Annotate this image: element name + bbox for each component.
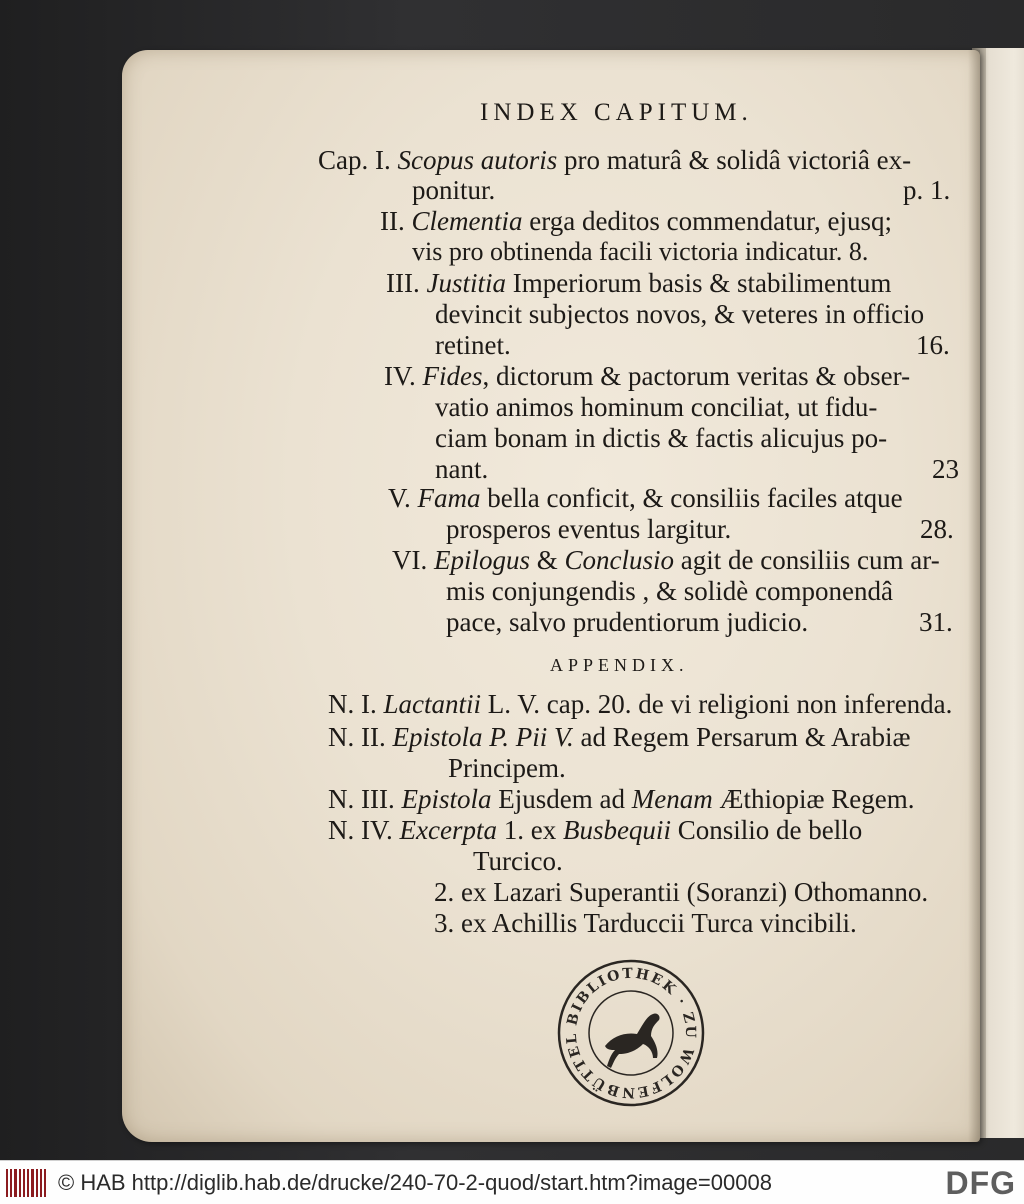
chapter-4-text: , dictorum & pactorum veritas & obser- [482, 361, 911, 391]
chapter-2-text: erga deditos commendatur, ejusq; [529, 206, 893, 236]
appendix-n1-number: N. I. [328, 689, 377, 719]
chapter-3-line-2: devincit subjectos novos, & veteres in officio [435, 299, 925, 329]
appendix-n4-item-3: 3. ex Achillis Tarduccii Turca vincibili. [434, 908, 857, 938]
chapter-1-title: Scopus autoris [397, 145, 558, 175]
appendix-n2-number: N. II. [328, 722, 386, 752]
chapter-3-line-1 [386, 270, 891, 297]
appendix-heading: APPENDIX. [550, 655, 689, 675]
horse-icon [605, 1013, 660, 1068]
chapter-5-title: Fama [417, 483, 481, 513]
appendix-n4-number: N. IV. [328, 815, 393, 845]
chapter-1-number: Cap. I. [318, 145, 391, 175]
book-page [122, 50, 980, 1142]
appendix-n4-line-2: Turcico. [473, 846, 563, 876]
appendix-n4-title: Excerpta [399, 815, 497, 845]
chapter-3-title: Justitia [426, 268, 506, 298]
chapter-4-line-2: vatio animos hominum conciliat, ut fidu- [435, 392, 878, 422]
chapter-5-number: V. [388, 483, 411, 513]
chapter-3-page: 16. [916, 330, 950, 360]
chapter-3-text: Imperiorum basis & stabilimentum [512, 268, 892, 298]
dfg-logo: DFG [945, 1165, 1016, 1201]
appendix-n1-title: Lactantii [383, 689, 482, 719]
appendix-n3-title-2: Menam [631, 784, 713, 814]
chapter-6-title-a: Epilogus [434, 545, 531, 575]
appendix-n3-text-a: Ejusdem ad [498, 784, 625, 814]
chapter-5-line-1 [388, 485, 903, 512]
appendix-n3-text-b: Æthiopiæ Regem. [719, 784, 915, 814]
chapter-2-number: II. [380, 206, 405, 236]
chapter-1-line-1 [318, 147, 911, 174]
page-edge-shadow [968, 50, 980, 1142]
appendix-n4-title-2: Busbequii [562, 815, 671, 845]
chapter-6-line-2: mis conjungendis , & solidè componendâ [446, 576, 893, 606]
chapter-6-text: agit de consiliis cum ar- [680, 545, 940, 575]
chapter-6-line-1 [392, 547, 940, 574]
chapter-1-text: pro maturâ & solidâ victoriâ ex- [564, 145, 912, 175]
appendix-n4-item-2: 2. ex Lazari Superantii (Soranzi) Othomanno. [434, 877, 929, 907]
chapter-4-line-3: ciam bonam in dictis & factis alicujus po- [435, 423, 888, 453]
chapter-4-line-4: nant. [435, 454, 489, 484]
chapter-6-amp: & [536, 545, 558, 575]
stamp-text: BIBLIOTHEK · ZU WOLFENBÜTTEL [563, 965, 699, 1101]
chapter-4-title: Fides [422, 361, 483, 391]
chapter-5-line-2: prosperos eventus largitur. [446, 514, 732, 544]
library-stamp [555, 958, 707, 1108]
index-heading: INDEX CAPITUM. [480, 99, 753, 126]
chapter-2-line-1 [380, 208, 892, 235]
chapter-5-page: 28. [920, 514, 954, 544]
svg-text:BIBLIOTHEK · ZU WOLFENBÜTTEL [564, 966, 698, 1101]
chapter-1-page: p. 1. [903, 175, 951, 205]
chapter-4-page: 23 [932, 454, 959, 484]
appendix-n2 [328, 724, 910, 751]
chapter-6-number: VI. [392, 545, 428, 575]
appendix-n1 [328, 691, 952, 718]
chapter-4-line-1 [384, 363, 910, 390]
appendix-n3-title: Epistola [401, 784, 492, 814]
chapter-5-text: bella conficit, & consiliis faciles atque [487, 483, 903, 513]
appendix-n2-line-2: Principem. [448, 753, 566, 783]
chapter-2-line-2: vis pro obtinenda facili victoria indicatur. 8. [412, 237, 869, 266]
hab-barcode-icon [6, 1169, 46, 1197]
chapter-3-number: III. [386, 268, 420, 298]
chapter-2-title: Clementia [411, 206, 523, 236]
footer-bar [0, 1160, 1024, 1204]
appendix-n1-text: L. V. cap. 20. de vi religioni non inferenda. [487, 689, 953, 719]
footer-citation-link[interactable]: © HAB http://diglib.hab.de/drucke/240-70-2-quod/start.htm?image=00008 [58, 1170, 772, 1195]
appendix-n4-text-a: 1. ex [503, 815, 557, 845]
chapter-1-line-2: ponitur. [412, 175, 496, 205]
chapter-3-line-3: retinet. [435, 330, 511, 360]
appendix-n4 [328, 817, 862, 844]
appendix-n2-text: ad Regem Persarum & Arabiæ [580, 722, 911, 752]
appendix-n3-number: N. III. [328, 784, 395, 814]
chapter-4-number: IV. [384, 361, 416, 391]
appendix-n2-title: Epistola P. Pii V. [392, 722, 574, 752]
appendix-n4-text-b: Consilio de bello [677, 815, 863, 845]
appendix-n3 [328, 786, 914, 813]
chapter-6-page: 31. [919, 607, 953, 637]
chapter-6-line-3: pace, salvo prudentiorum judicio. [446, 607, 809, 637]
chapter-6-title-b: Conclusio [564, 545, 675, 575]
